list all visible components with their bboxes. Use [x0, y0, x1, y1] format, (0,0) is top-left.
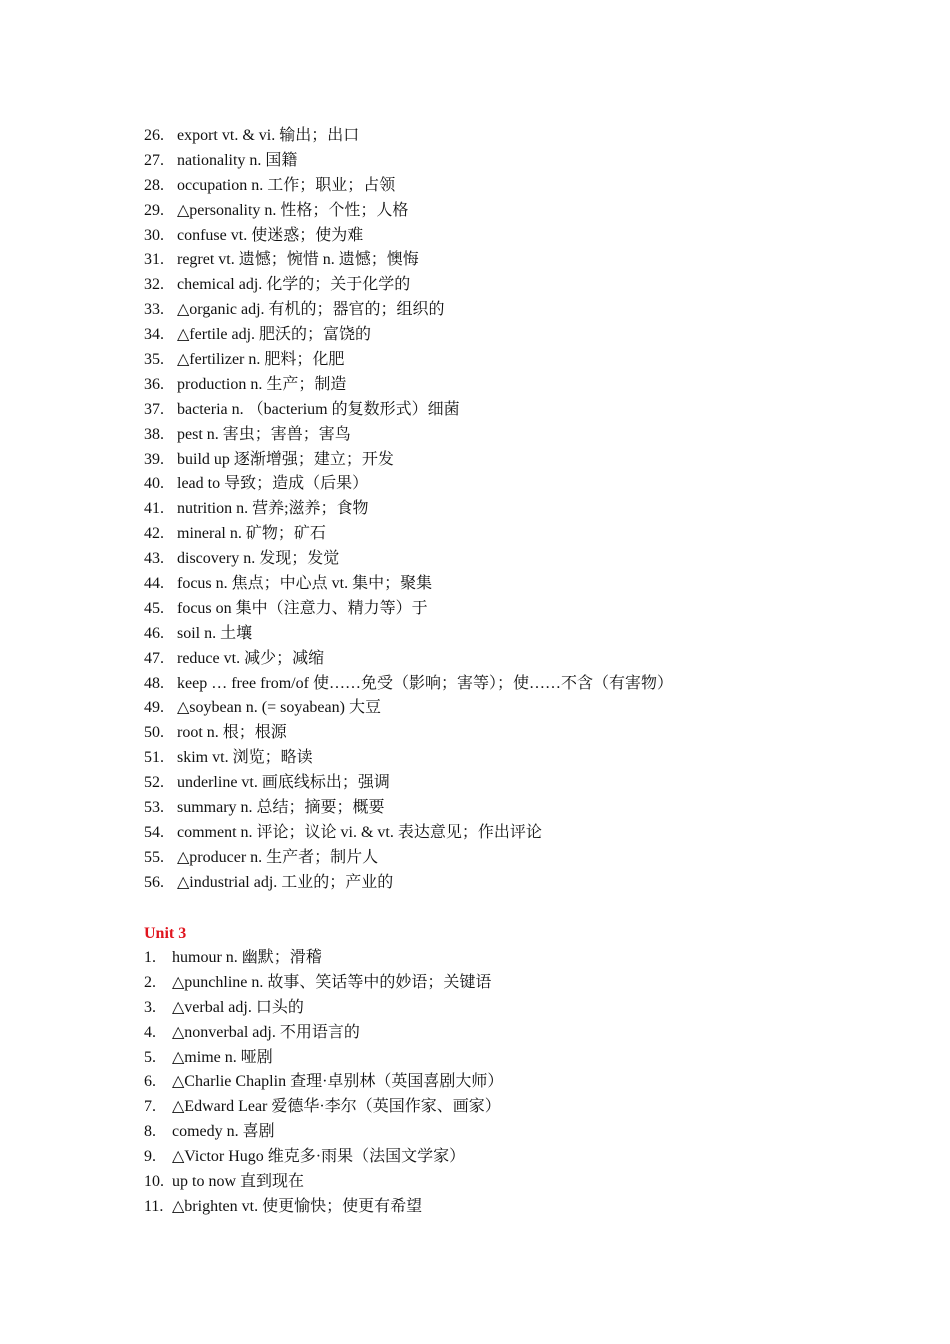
- item-text: underline vt. 画底线标出；强调: [177, 774, 390, 792]
- item-number: 5.: [144, 1048, 156, 1066]
- list-item: [144, 647, 673, 672]
- item-number: 8.: [144, 1123, 156, 1141]
- list-item: [144, 423, 673, 448]
- item-number: 7.: [144, 1098, 156, 1116]
- list-item: [144, 199, 673, 224]
- list-item: [144, 871, 673, 896]
- list-item: [144, 946, 503, 971]
- list-item: [144, 1070, 503, 1095]
- item-number: 41.: [144, 500, 164, 518]
- item-number: 42.: [144, 525, 164, 543]
- item-number: 27.: [144, 151, 164, 169]
- item-number: 34.: [144, 326, 164, 344]
- list-item: [144, 771, 673, 796]
- list-item: [144, 323, 673, 348]
- item-number: 28.: [144, 176, 164, 194]
- item-text: skim vt. 浏览；略读: [177, 749, 313, 767]
- item-number: 51.: [144, 749, 164, 767]
- list-item: [144, 547, 673, 572]
- list-item: [144, 1195, 503, 1220]
- item-number: 45.: [144, 599, 164, 617]
- list-item: [144, 248, 673, 273]
- list-item: [144, 672, 673, 697]
- list-item: [144, 224, 673, 249]
- list-item: [144, 1170, 503, 1195]
- item-number: 37.: [144, 400, 164, 418]
- item-text: confuse vt. 使迷惑；使为难: [177, 226, 364, 244]
- item-number: 40.: [144, 475, 164, 493]
- item-text: occupation n. 工作；职业；占领: [177, 176, 396, 194]
- item-text: △producer n. 生产者；制片人: [177, 848, 379, 866]
- list-item: [144, 1095, 503, 1120]
- item-number: 49.: [144, 699, 164, 717]
- item-number: 35.: [144, 351, 164, 369]
- list-item: [144, 472, 673, 497]
- item-text: keep … free from/of 使……免受（影响；害等）；使……不含（有害物）: [177, 674, 673, 692]
- item-text: reduce vt. 减少；减缩: [177, 649, 325, 667]
- item-number: 3.: [144, 998, 156, 1016]
- item-text: comment n. 评论；议论 vi. & vt. 表达意见；作出评论: [177, 823, 542, 841]
- item-number: 48.: [144, 674, 164, 692]
- item-text: △industrial adj. 工业的；产业的: [177, 873, 394, 891]
- list-item: [144, 846, 673, 871]
- item-number: 2.: [144, 973, 156, 991]
- item-number: 52.: [144, 774, 164, 792]
- list-item: [144, 821, 673, 846]
- item-text: △Victor Hugo 维克多·雨果（法国文学家）: [172, 1148, 466, 1166]
- item-number: 9.: [144, 1148, 156, 1166]
- list-item: [144, 1046, 503, 1071]
- list-item: [144, 174, 673, 199]
- item-text: mineral n. 矿物；矿石: [177, 525, 326, 543]
- item-text: △fertilizer n. 肥料；化肥: [177, 351, 345, 369]
- item-number: 56.: [144, 873, 164, 891]
- item-number: 6.: [144, 1073, 156, 1091]
- item-text: △fertile adj. 肥沃的；富饶的: [177, 326, 372, 344]
- list-item: [144, 448, 673, 473]
- list-item: [144, 273, 673, 298]
- item-text: △organic adj. 有机的；器官的；组织的: [177, 301, 445, 319]
- item-number: 29.: [144, 201, 164, 219]
- list-item: [144, 1120, 503, 1145]
- item-number: 55.: [144, 848, 164, 866]
- list-item: [144, 348, 673, 373]
- list-item: [144, 996, 503, 1021]
- item-text: nationality n. 国籍: [177, 151, 298, 169]
- item-number: 30.: [144, 226, 164, 244]
- item-number: 44.: [144, 575, 164, 593]
- item-number: 11.: [144, 1197, 164, 1215]
- item-text: soil n. 土壤: [177, 624, 253, 642]
- item-number: 50.: [144, 724, 164, 742]
- list-item: [144, 696, 673, 721]
- item-number: 46.: [144, 624, 164, 642]
- item-text: △verbal adj. 口头的: [172, 998, 304, 1016]
- item-number: 26.: [144, 127, 164, 144]
- unit3-vocabulary-list: [144, 946, 503, 1220]
- list-item: [144, 796, 673, 821]
- list-item: [144, 124, 673, 149]
- list-item: [144, 522, 673, 547]
- unit-heading: Unit 3: [144, 925, 187, 942]
- item-text: focus on 集中（注意力、精力等）于: [177, 599, 428, 617]
- item-text: lead to 导致；造成（后果）: [177, 475, 369, 493]
- list-item: [144, 373, 673, 398]
- list-item: [144, 1021, 503, 1046]
- item-text: production n. 生产；制造: [177, 375, 347, 393]
- item-text: nutrition n. 营养;滋养；食物: [177, 500, 369, 518]
- list-item: [144, 746, 673, 771]
- list-item: [144, 398, 673, 423]
- item-number: 38.: [144, 425, 164, 443]
- list-item: [144, 497, 673, 522]
- list-item: [144, 149, 673, 174]
- item-text: △soybean n. (= soyabean) 大豆: [177, 699, 381, 717]
- list-item: [144, 721, 673, 746]
- item-text: pest n. 害虫；害兽；害鸟: [177, 425, 351, 443]
- list-item: [144, 572, 673, 597]
- item-text: chemical adj. 化学的；关于化学的: [177, 276, 411, 294]
- item-text: regret vt. 遗憾；惋惜 n. 遗憾；懊悔: [177, 251, 419, 269]
- vocabulary-list-continued: [144, 124, 673, 896]
- list-item: [144, 971, 503, 996]
- item-number: 32.: [144, 276, 164, 294]
- item-number: 1.: [144, 949, 156, 966]
- item-text: export vt. & vi. 输出；出口: [177, 127, 360, 144]
- item-number: 47.: [144, 649, 164, 667]
- item-text: build up 逐渐增强；建立；开发: [177, 450, 394, 468]
- item-text: △mime n. 哑剧: [172, 1048, 273, 1066]
- item-text: △Charlie Chaplin 查理·卓别林（英国喜剧大师）: [172, 1073, 504, 1091]
- item-number: 39.: [144, 450, 164, 468]
- item-text: △punchline n. 故事、笑话等中的妙语；关键语: [172, 973, 492, 991]
- item-text: summary n. 总结；摘要；概要: [177, 799, 385, 817]
- item-number: 10.: [144, 1173, 164, 1191]
- item-number: 53.: [144, 799, 164, 817]
- item-text: focus n. 焦点；中心点 vt. 集中；聚集: [177, 575, 433, 593]
- item-text: humour n. 幽默；滑稽: [172, 949, 322, 966]
- item-number: 4.: [144, 1023, 156, 1041]
- list-item: [144, 298, 673, 323]
- item-text: △Edward Lear 爱德华·李尔（英国作家、画家）: [172, 1098, 501, 1116]
- item-number: 33.: [144, 301, 164, 319]
- list-item: [144, 1145, 503, 1170]
- list-item: [144, 597, 673, 622]
- list-item: [144, 622, 673, 647]
- item-text: discovery n. 发现；发觉: [177, 550, 340, 568]
- item-text: △nonverbal adj. 不用语言的: [172, 1023, 360, 1041]
- item-text: up to now 直到现在: [172, 1173, 305, 1191]
- item-text: root n. 根；根源: [177, 724, 287, 742]
- item-text: bacteria n. （bacterium 的复数形式）细菌: [177, 400, 460, 418]
- item-number: 43.: [144, 550, 164, 568]
- item-number: 54.: [144, 823, 164, 841]
- item-number: 36.: [144, 375, 164, 393]
- item-text: △personality n. 性格；个性；人格: [177, 201, 409, 219]
- item-text: △brighten vt. 使更愉快；使更有希望: [172, 1197, 423, 1215]
- item-number: 31.: [144, 251, 164, 269]
- item-text: comedy n. 喜剧: [172, 1123, 275, 1141]
